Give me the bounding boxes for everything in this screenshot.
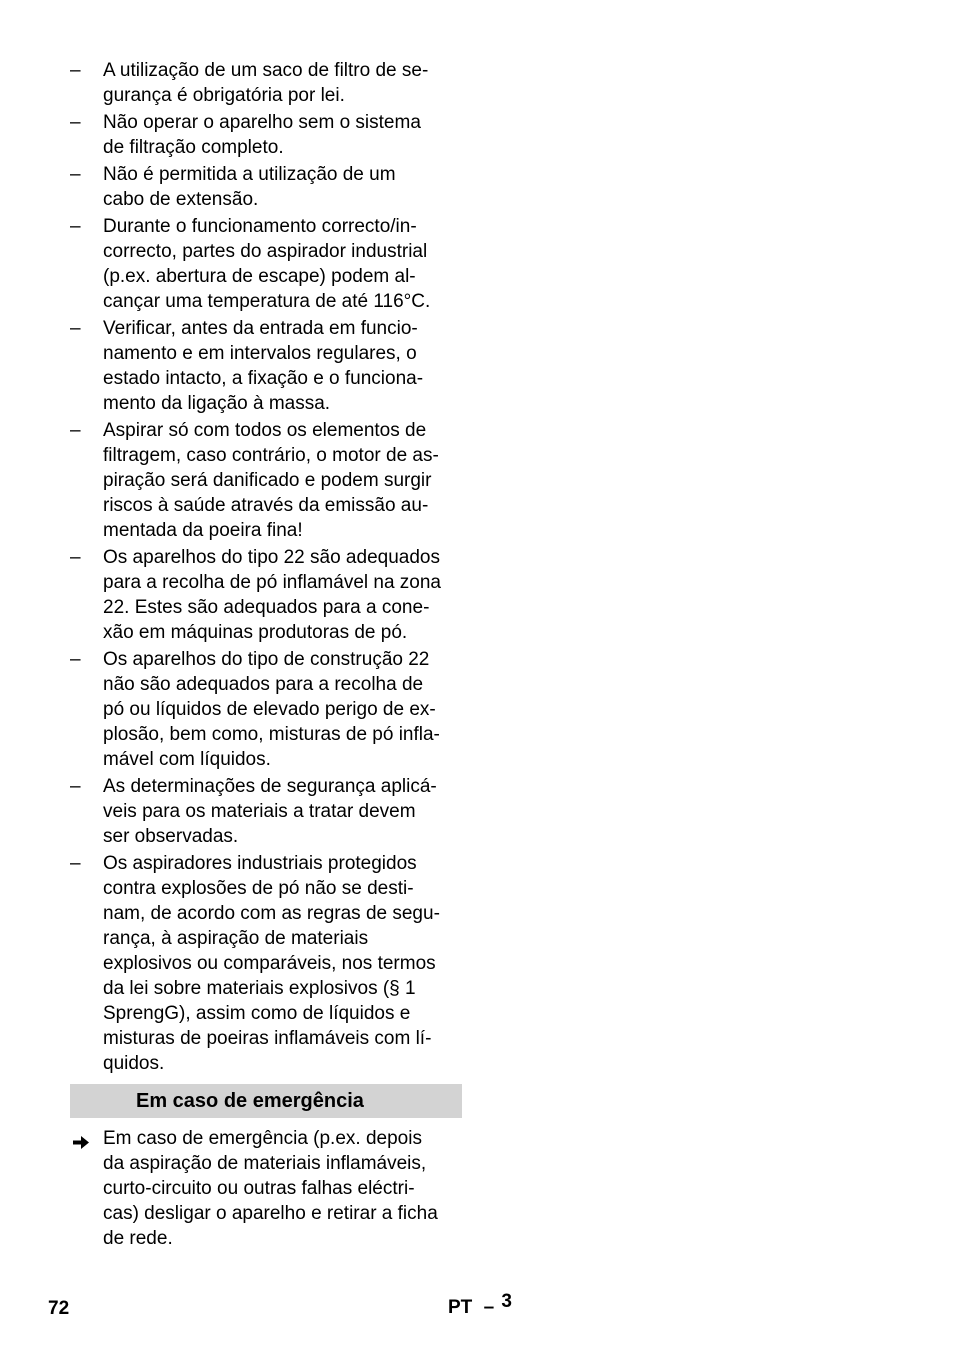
list-item: – A utilização de um saco de filtro de se- gurança é obrigatória por lei. [70, 60, 429, 106]
arrow-right-icon [73, 1132, 90, 1157]
language-code: PT [448, 1297, 473, 1318]
list-item: – Aspirar só com todos os elementos de filtragem, caso contrário, o motor de as- piração será danificado e podem surgir riscos à saúde através da emissão au- mentada da poeira fina! [70, 420, 439, 541]
footer-section-label [448, 1291, 512, 1319]
list-item: – Não operar o aparelho sem o sistema de filtração completo. [70, 112, 421, 158]
page-number: 72 [48, 1298, 70, 1319]
list-item: – Não é permitida a utilização de um cabo de extensão. [70, 164, 396, 210]
section-number: 3 [501, 1291, 512, 1312]
section-heading-bar [70, 1084, 462, 1118]
bullet-dash: – [70, 164, 81, 185]
bullet-dash: – [70, 547, 81, 568]
bullet-dash: – [70, 420, 81, 441]
footer-dash: – [483, 1297, 495, 1318]
bullet-dash: – [70, 776, 81, 797]
list-item: – Os aparelhos do tipo de construção 22 não são adequados para a recolha de pó ou líquidos de elevado perigo de ex- plosão, bem como, misturas de pó infla- mável com líquidos. [70, 649, 440, 770]
list-item: – Durante o funcionamento correcto/in- correcto, partes do aspirador industrial (p.ex. abertura de escape) podem al- cançar uma temperatura de até 116°C. [70, 216, 431, 312]
instruction-item [70, 1126, 462, 1251]
bullet-dash: – [70, 216, 81, 237]
list-item: – As determinações de segurança aplicá- veis para os materiais a tratar devem ser observadas. [70, 776, 437, 847]
bullet-dash: – [70, 112, 81, 133]
bullet-dash: – [70, 853, 81, 874]
list-item: – Os aparelhos do tipo 22 são adequados para a recolha de pó inflamável na zona 22. Estes são adequados para a cone- xão em máquinas produtoras de pó. [70, 547, 442, 643]
list-item: – Verificar, antes da entrada em funcio- namento e em intervalos regulares, o estado intacto, a fixação e o funciona- mento da ligação à massa. [70, 318, 424, 414]
instruction-text: Em caso de emergência (p.ex. depois da aspiração de materiais inflamáveis, curto-circuito ou outras falhas eléctri- cas) desligar o aparelho e retirar a ficha de rede. [103, 1128, 438, 1249]
section-heading: Em caso de emergência [136, 1089, 364, 1112]
bullet-dash: – [70, 318, 81, 339]
bullet-dash: – [70, 60, 81, 81]
content-column [70, 58, 462, 1253]
bullet-dash: – [70, 649, 81, 670]
safety-list [70, 58, 462, 1076]
list-item: – Os aspiradores industriais protegidos contra explosões de pó não se desti- nam, de acordo com as regras de segu- rança, à aspiração de materiais explosivos ou comparáveis, nos termos da lei sobre materiais explosivos (§ 1 SprengG), assim como de líquidos e misturas de poeiras inflamáveis com lí- quidos. [70, 853, 440, 1074]
